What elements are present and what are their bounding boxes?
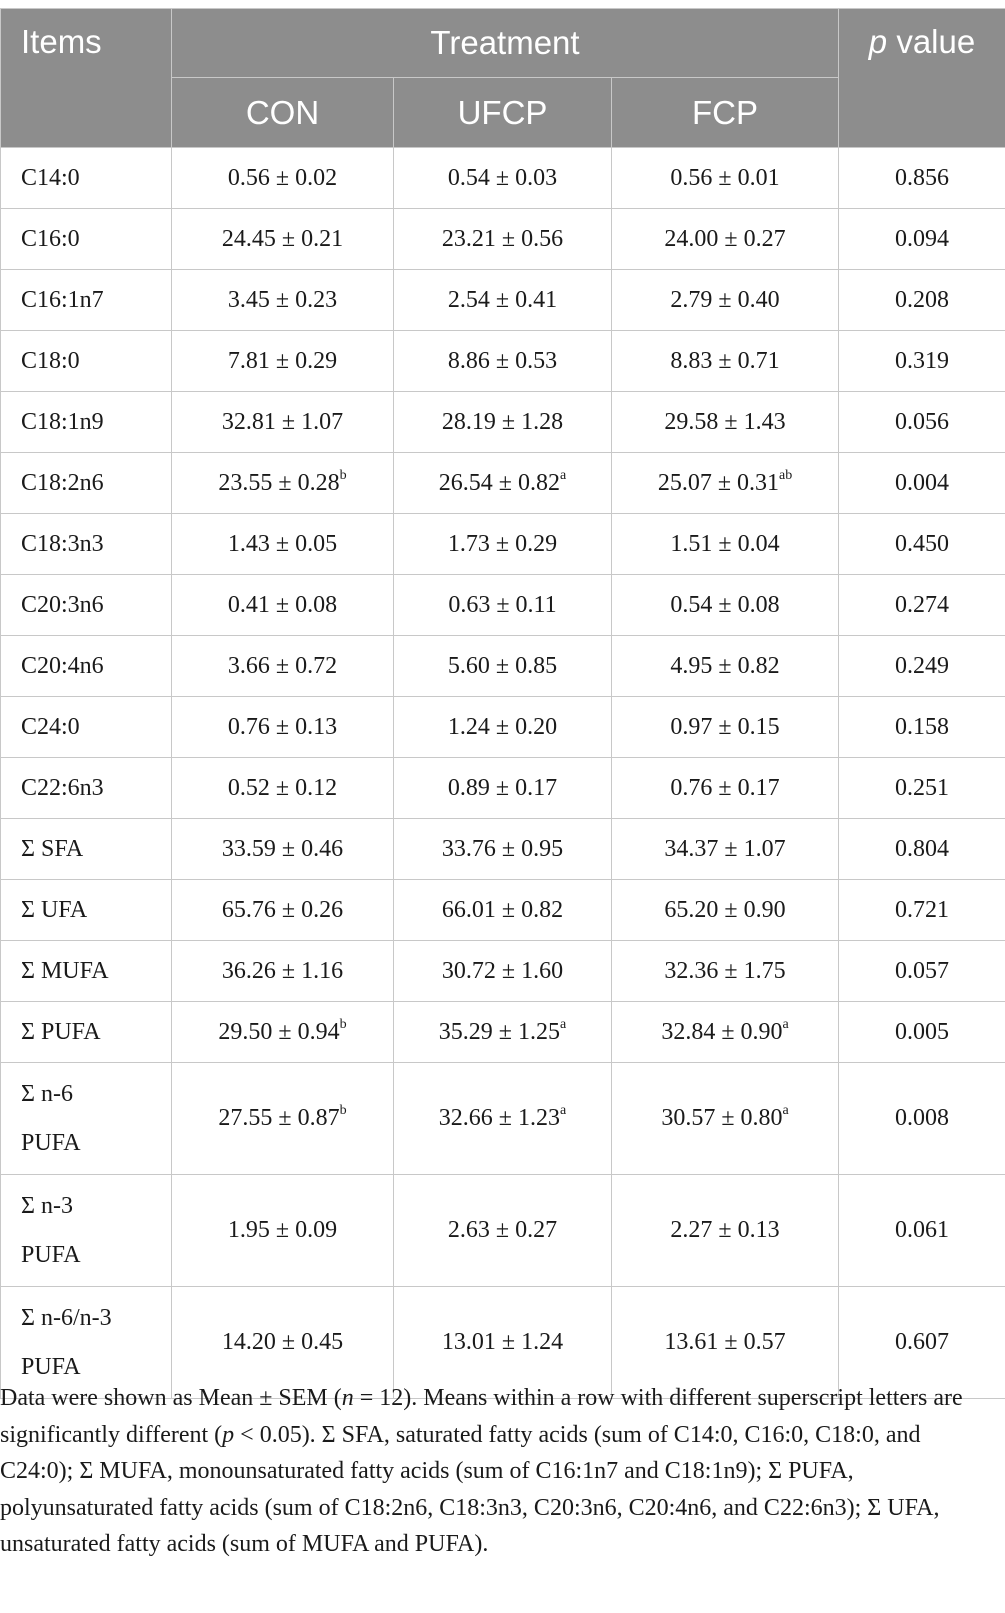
cell-con xyxy=(172,209,394,270)
cell-ufcp-value: 8.86 ± 0.53 xyxy=(447,347,558,374)
cell-p-value: 0.056 xyxy=(839,392,1005,453)
cell-ufcp-value: 23.21 ± 0.56 xyxy=(441,225,564,252)
row-item-text: C24:0 xyxy=(21,713,80,740)
cell-ufcp-value: 1.24 ± 0.20 xyxy=(447,713,558,740)
cell-con xyxy=(172,575,394,636)
header-items: Items xyxy=(1,9,172,148)
cell-con-superscript: b xyxy=(339,1103,347,1118)
table-body xyxy=(1,148,1005,1399)
table-row xyxy=(1,148,1005,209)
row-item-text: C18:1n9 xyxy=(21,408,104,435)
cell-ufcp-value: 35.29 ± 1.25 xyxy=(438,1018,560,1045)
row-item-text: C16:0 xyxy=(21,225,80,252)
table-footnote xyxy=(0,1380,990,1563)
cell-fcp xyxy=(612,819,839,880)
cell-ufcp xyxy=(394,331,612,392)
cell-fcp-value: 2.27 ± 0.13 xyxy=(670,1217,780,1243)
cell-con-value: 24.45 ± 0.21 xyxy=(221,225,344,252)
footnote-p-italic: p xyxy=(222,1421,235,1448)
row-item-label xyxy=(1,697,172,758)
row-item-label xyxy=(1,880,172,941)
cell-p-value: 0.856 xyxy=(839,148,1005,209)
cell-con-value: 23.55 ± 0.28 xyxy=(218,469,340,496)
table-row xyxy=(1,1002,1005,1063)
cell-con-value: 29.50 ± 0.94 xyxy=(218,1018,340,1045)
cell-p-value: 0.721 xyxy=(839,880,1005,941)
cell-fcp-value: 0.97 ± 0.15 xyxy=(670,713,780,740)
cell-fcp-value: 34.37 ± 1.07 xyxy=(664,835,786,862)
cell-con xyxy=(172,1063,394,1175)
table-row xyxy=(1,1063,1005,1175)
cell-ufcp-value: 28.19 ± 1.28 xyxy=(441,408,564,435)
cell-ufcp-superscript: a xyxy=(559,1016,567,1032)
row-item-text: C14:0 xyxy=(21,164,80,191)
cell-p-value: 0.208 xyxy=(839,270,1005,331)
cell-ufcp xyxy=(394,1175,612,1287)
cell-ufcp-value: 13.01 ± 1.24 xyxy=(441,1329,564,1355)
row-item-label xyxy=(1,453,172,514)
cell-con-value: 0.56 ± 0.02 xyxy=(227,164,338,191)
cell-con xyxy=(172,758,394,819)
row-item-label xyxy=(1,636,172,697)
cell-fcp-value: 4.95 ± 0.82 xyxy=(670,652,780,679)
row-item-text: Σ SFA xyxy=(21,835,84,862)
cell-ufcp-value: 32.66 ± 1.23 xyxy=(438,1105,560,1131)
cell-fcp xyxy=(612,1002,839,1063)
row-item-label xyxy=(1,514,172,575)
cell-fcp xyxy=(612,758,839,819)
cell-ufcp xyxy=(394,453,612,514)
cell-fcp xyxy=(612,697,839,758)
row-item-text: Σ UFA xyxy=(21,896,88,923)
cell-con xyxy=(172,453,394,514)
table-row xyxy=(1,270,1005,331)
cell-con xyxy=(172,636,394,697)
cell-fcp-value: 24.00 ± 0.27 xyxy=(664,225,786,252)
cell-con-superscript: b xyxy=(339,467,347,483)
row-item-text: C20:4n6 xyxy=(21,652,104,679)
cell-con xyxy=(172,1175,394,1287)
cell-ufcp-value: 33.76 ± 0.95 xyxy=(441,835,564,862)
cell-p-value: 0.249 xyxy=(839,636,1005,697)
cell-con-value: 0.52 ± 0.12 xyxy=(227,774,338,801)
table-header xyxy=(1,9,1005,148)
table-row xyxy=(1,209,1005,270)
cell-fcp-value: 1.51 ± 0.04 xyxy=(670,530,780,557)
cell-ufcp-value: 26.54 ± 0.82 xyxy=(438,469,560,496)
cell-ufcp xyxy=(394,697,612,758)
cell-ufcp xyxy=(394,758,612,819)
cell-fcp-value: 29.58 ± 1.43 xyxy=(664,408,786,435)
footnote-n-italic: n xyxy=(341,1385,354,1411)
cell-p-value: 0.158 xyxy=(839,697,1005,758)
cell-fcp xyxy=(612,270,839,331)
cell-fcp xyxy=(612,453,839,514)
header-p-italic: p xyxy=(868,23,888,60)
cell-con-value: 32.81 ± 1.07 xyxy=(221,408,344,435)
cell-con-value: 1.43 ± 0.05 xyxy=(227,530,338,557)
row-item-label xyxy=(1,941,172,1002)
row-item-text: Σ n-6 xyxy=(21,1080,73,1107)
cell-fcp xyxy=(612,148,839,209)
table-row xyxy=(1,880,1005,941)
table-row xyxy=(1,331,1005,392)
table-row xyxy=(1,941,1005,1002)
cell-ufcp xyxy=(394,209,612,270)
cell-fcp-value: 0.76 ± 0.17 xyxy=(670,774,780,801)
cell-con xyxy=(172,1002,394,1063)
cell-p-value: 0.094 xyxy=(839,209,1005,270)
cell-p-value: 0.008 xyxy=(839,1063,1005,1175)
row-item-text: C18:0 xyxy=(21,347,80,374)
cell-con xyxy=(172,819,394,880)
cell-ufcp-superscript: a xyxy=(559,1103,567,1118)
cell-con-value: 3.66 ± 0.72 xyxy=(227,652,338,679)
cell-con xyxy=(172,392,394,453)
row-item-label xyxy=(1,331,172,392)
cell-con-value: 33.59 ± 0.46 xyxy=(221,835,344,862)
header-p-value xyxy=(839,9,1005,148)
cell-fcp-value: 2.79 ± 0.40 xyxy=(670,286,780,313)
cell-con xyxy=(172,880,394,941)
table-row xyxy=(1,697,1005,758)
cell-con-value: 14.20 ± 0.45 xyxy=(221,1329,344,1355)
cell-p-value: 0.607 xyxy=(839,1287,1005,1399)
cell-p-value: 0.450 xyxy=(839,514,1005,575)
row-item-text: C18:2n6 xyxy=(21,469,104,496)
cell-ufcp xyxy=(394,880,612,941)
cell-ufcp xyxy=(394,819,612,880)
cell-con-value: 27.55 ± 0.87 xyxy=(218,1105,340,1131)
cell-p-value: 0.004 xyxy=(839,453,1005,514)
table-row xyxy=(1,1175,1005,1287)
cell-p-value: 0.804 xyxy=(839,819,1005,880)
footnote-part-3: < 0.05). Σ SFA, saturated fatty acids (sum of C14:0, C16:0, C18:0, and C24:0); Σ MUFA, monounsaturated fatty acids (sum of C16:1n7 and C18:1n9); Σ PUFA, polyunsaturated fatty acids (sum of C18:2n6, C18:3n3, C20:3n6, C20:4n6, and C22:6n3); Σ UFA, unsaturated fatty acids (sum of MUFA and PUFA). xyxy=(0,1421,940,1557)
table-row xyxy=(1,758,1005,819)
row-item-label xyxy=(1,758,172,819)
cell-con xyxy=(172,331,394,392)
cell-fcp xyxy=(612,1175,839,1287)
cell-ufcp xyxy=(394,270,612,331)
row-item-text-line2: PUFA xyxy=(21,1353,81,1380)
cell-con xyxy=(172,697,394,758)
cell-fcp-value: 25.07 ± 0.31 xyxy=(657,469,779,496)
cell-ufcp-value: 2.54 ± 0.41 xyxy=(447,286,558,313)
header-treatment: Treatment xyxy=(172,9,839,78)
cell-p-value: 0.251 xyxy=(839,758,1005,819)
cell-fcp-superscript: ab xyxy=(778,467,793,483)
cell-ufcp-value: 2.63 ± 0.27 xyxy=(447,1217,558,1243)
row-item-text: C20:3n6 xyxy=(21,591,104,618)
cell-p-value: 0.005 xyxy=(839,1002,1005,1063)
header-con: CON xyxy=(172,78,394,148)
cell-p-value: 0.061 xyxy=(839,1175,1005,1287)
cell-ufcp xyxy=(394,575,612,636)
cell-con-value: 7.81 ± 0.29 xyxy=(227,347,338,374)
cell-ufcp-value: 0.89 ± 0.17 xyxy=(447,774,558,801)
cell-fcp xyxy=(612,209,839,270)
footnote-part-1: Data were shown as Mean ± SEM ( xyxy=(0,1385,342,1411)
row-item-label xyxy=(1,819,172,880)
cell-fcp xyxy=(612,636,839,697)
table-row xyxy=(1,636,1005,697)
row-item-label xyxy=(1,1002,172,1063)
cell-con xyxy=(172,514,394,575)
cell-fcp-superscript: a xyxy=(782,1103,789,1118)
table-row xyxy=(1,819,1005,880)
cell-fcp xyxy=(612,514,839,575)
header-p-rest: value xyxy=(887,23,976,60)
cell-fcp-value: 0.54 ± 0.08 xyxy=(670,591,780,618)
row-item-label xyxy=(1,270,172,331)
cell-ufcp-value: 0.54 ± 0.03 xyxy=(447,164,558,191)
cell-fcp-value: 8.83 ± 0.71 xyxy=(670,347,780,374)
cell-ufcp-value: 30.72 ± 1.60 xyxy=(441,957,564,984)
cell-fcp-value: 32.36 ± 1.75 xyxy=(664,957,786,984)
row-item-text-line2: PUFA xyxy=(21,1129,81,1156)
row-item-text-line2: PUFA xyxy=(21,1241,81,1268)
cell-ufcp-value: 1.73 ± 0.29 xyxy=(447,530,558,557)
cell-p-value: 0.057 xyxy=(839,941,1005,1002)
cell-con-value: 1.95 ± 0.09 xyxy=(227,1217,338,1243)
row-item-text: C22:6n3 xyxy=(21,774,104,801)
cell-fcp xyxy=(612,331,839,392)
cell-fcp-value: 65.20 ± 0.90 xyxy=(664,896,786,923)
cell-p-value: 0.319 xyxy=(839,331,1005,392)
table-row xyxy=(1,392,1005,453)
cell-p-value: 0.274 xyxy=(839,575,1005,636)
table-row xyxy=(1,453,1005,514)
cell-ufcp xyxy=(394,514,612,575)
cell-ufcp-value: 0.63 ± 0.11 xyxy=(448,591,557,618)
cell-fcp xyxy=(612,880,839,941)
row-item-label xyxy=(1,575,172,636)
cell-fcp-value: 30.57 ± 0.80 xyxy=(661,1105,783,1131)
cell-con xyxy=(172,941,394,1002)
cell-ufcp-value: 66.01 ± 0.82 xyxy=(441,896,564,923)
cell-fcp-value: 32.84 ± 0.90 xyxy=(661,1018,783,1045)
cell-con-value: 0.41 ± 0.08 xyxy=(227,591,338,618)
cell-ufcp-superscript: a xyxy=(559,467,567,483)
row-item-label xyxy=(1,1063,172,1175)
cell-con-value: 3.45 ± 0.23 xyxy=(227,286,338,313)
cell-ufcp xyxy=(394,636,612,697)
cell-ufcp xyxy=(394,941,612,1002)
cell-fcp xyxy=(612,941,839,1002)
cell-con xyxy=(172,148,394,209)
fatty-acid-table xyxy=(0,8,1005,1399)
row-item-text: Σ n-3 xyxy=(21,1192,73,1219)
cell-fcp-value: 13.61 ± 0.57 xyxy=(664,1329,786,1355)
row-item-text: Σ n-6/n-3 xyxy=(21,1304,112,1331)
cell-con-value: 36.26 ± 1.16 xyxy=(221,957,344,984)
footnote-part-2: = 12). Means within a row with different superscript letters are significantly different ( xyxy=(0,1385,963,1448)
row-item-text: Σ MUFA xyxy=(21,957,109,984)
cell-fcp-superscript: a xyxy=(782,1016,789,1032)
row-item-label xyxy=(1,1175,172,1287)
cell-ufcp xyxy=(394,1002,612,1063)
cell-con-value: 65.76 ± 0.26 xyxy=(221,896,344,923)
cell-fcp xyxy=(612,392,839,453)
cell-ufcp xyxy=(394,148,612,209)
header-ufcp: UFCP xyxy=(394,78,612,148)
cell-fcp xyxy=(612,1063,839,1175)
row-item-text: C18:3n3 xyxy=(21,530,104,557)
header-fcp: FCP xyxy=(612,78,839,148)
cell-fcp xyxy=(612,575,839,636)
cell-ufcp xyxy=(394,1063,612,1175)
cell-fcp-value: 0.56 ± 0.01 xyxy=(670,164,780,191)
row-item-label xyxy=(1,209,172,270)
cell-con-superscript: b xyxy=(339,1016,347,1032)
row-item-label xyxy=(1,148,172,209)
table-row xyxy=(1,575,1005,636)
row-item-text: Σ PUFA xyxy=(21,1018,101,1045)
cell-ufcp-value: 5.60 ± 0.85 xyxy=(447,652,558,679)
cell-con-value: 0.76 ± 0.13 xyxy=(227,713,338,740)
cell-ufcp xyxy=(394,392,612,453)
table-row xyxy=(1,514,1005,575)
cell-con xyxy=(172,270,394,331)
row-item-label xyxy=(1,392,172,453)
row-item-text: C16:1n7 xyxy=(21,286,104,313)
